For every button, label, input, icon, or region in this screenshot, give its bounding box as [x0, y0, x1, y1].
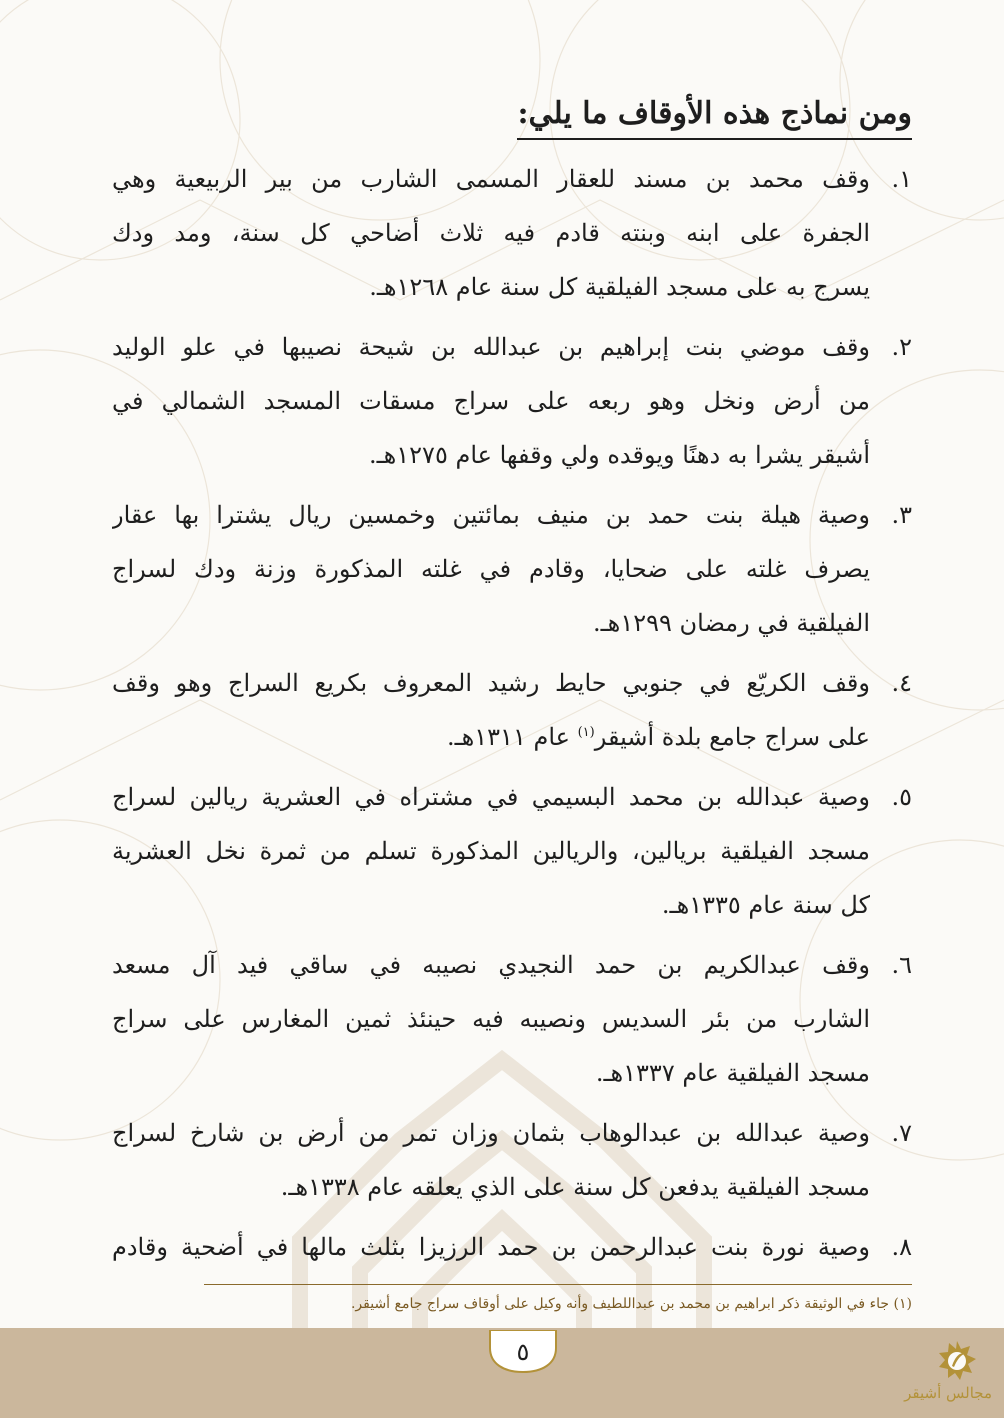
item-line: وصية عبدالله بن عبدالوهاب بثمان وزان تمر من أرض بن شارخ لسراج — [112, 1119, 870, 1147]
list-item-3 — [112, 488, 912, 650]
item-number: ٨. — [891, 1233, 912, 1261]
item-number: ١. — [891, 165, 912, 193]
footnote-text: (١) جاء في الوثيقة ذكر ابراهيم بن محمد بن عبداللطيف وأنه وكيل على أوقاف سراج جامع أشيقر. — [350, 1296, 912, 1312]
item-line-text: عام ١٣١١هـ. — [446, 723, 578, 751]
list-item-5 — [112, 770, 912, 932]
item-number: ٤. — [891, 669, 912, 697]
item-line: أشيقر يشرا به دهنًا ويوقده ولي وقفها عام ١٢٧٥هـ. — [368, 441, 870, 469]
footnote-divider — [204, 1284, 912, 1285]
footnote-reference[interactable]: (١) — [577, 725, 595, 740]
list-item-2 — [112, 320, 912, 482]
list-item-6 — [112, 938, 912, 1100]
item-number: ٦. — [891, 951, 912, 979]
item-line: وصية هيلة بنت حمد بن منيف بمائتين وخمسين ريال يشترا بها عقار — [112, 501, 870, 529]
list-item-7 — [112, 1106, 912, 1214]
item-line: من أرض ونخل وهو ربعه على سراج مسقات المسجد الشمالي في — [112, 387, 870, 415]
item-line: يصرف غلته على ضحايا، وقادم في غلته المذكورة وزنة ودك لسراج — [112, 555, 870, 583]
item-number: ٥. — [891, 783, 912, 811]
page-number: ٥ — [516, 1338, 530, 1366]
item-line: كل سنة عام ١٣٣٥هـ. — [661, 891, 870, 919]
item-line: الجفرة على ابنه وبنته قادم فيه ثلاث أضاحي كل سنة، ومد ودك — [112, 219, 870, 247]
logo-emblem-icon — [936, 1340, 978, 1382]
section-heading: ومن نماذج هذه الأوقاف ما يلي: — [517, 92, 912, 140]
list-item-1 — [112, 152, 912, 314]
item-line: يسرج به على مسجد الفيلقية كل سنة عام ١٢٦٨هـ. — [369, 273, 870, 301]
item-number: ٣. — [891, 501, 912, 529]
list-item-4 — [112, 656, 912, 764]
item-line: وقف الكريّع في جنوبي حايط رشيد المعروف بكريع السراج وهو وقف — [112, 669, 870, 697]
item-line: الشارب من بئر السديس ونصيبه فيه حينئذ ثمين المغارس على سراج — [112, 1005, 870, 1033]
item-line: وصية عبدالله بن محمد البسيمي في مشتراه في العشرية ريالين لسراج — [112, 783, 870, 811]
item-line-text: على سراج جامع بلدة أشيقر — [594, 723, 870, 751]
item-line: وقف عبدالكريم بن حمد النجيدي نصيبه في ساقي فيد آل مسعد — [112, 951, 870, 979]
site-logo — [904, 1340, 992, 1410]
item-line: الفيلقية في رمضان ١٢٩٩هـ. — [592, 609, 870, 637]
logo-text: مجالس أشيقر — [904, 1384, 992, 1402]
item-line-with-footnote — [112, 710, 870, 764]
item-line: مسجد الفيلقية عام ١٣٣٧هـ. — [595, 1059, 870, 1087]
list-item-8 — [112, 1220, 912, 1274]
item-line: وقف محمد بن مسند للعقار المسمى الشارب من بير الربيعية وهي — [112, 165, 870, 193]
item-line: وصية نورة بنت عبدالرحمن بن حمد الرزيزا بثلث مالها في أضحية وقادم — [112, 1233, 870, 1261]
item-line: وقف موضي بنت إبراهيم بن عبدالله بن شيحة نصيبها في علو الوليد — [112, 333, 870, 361]
item-number: ٢. — [891, 333, 912, 361]
waqf-list — [112, 152, 912, 1280]
item-line: مسجد الفيلقية يدفعن كل سنة على الذي يعلقه عام ١٣٣٨هـ. — [280, 1173, 870, 1201]
item-line: مسجد الفيلقية بريالين، والريالين المذكورة تسلم من ثمرة نخل العشرية — [112, 837, 870, 865]
item-number: ٧. — [891, 1119, 912, 1147]
